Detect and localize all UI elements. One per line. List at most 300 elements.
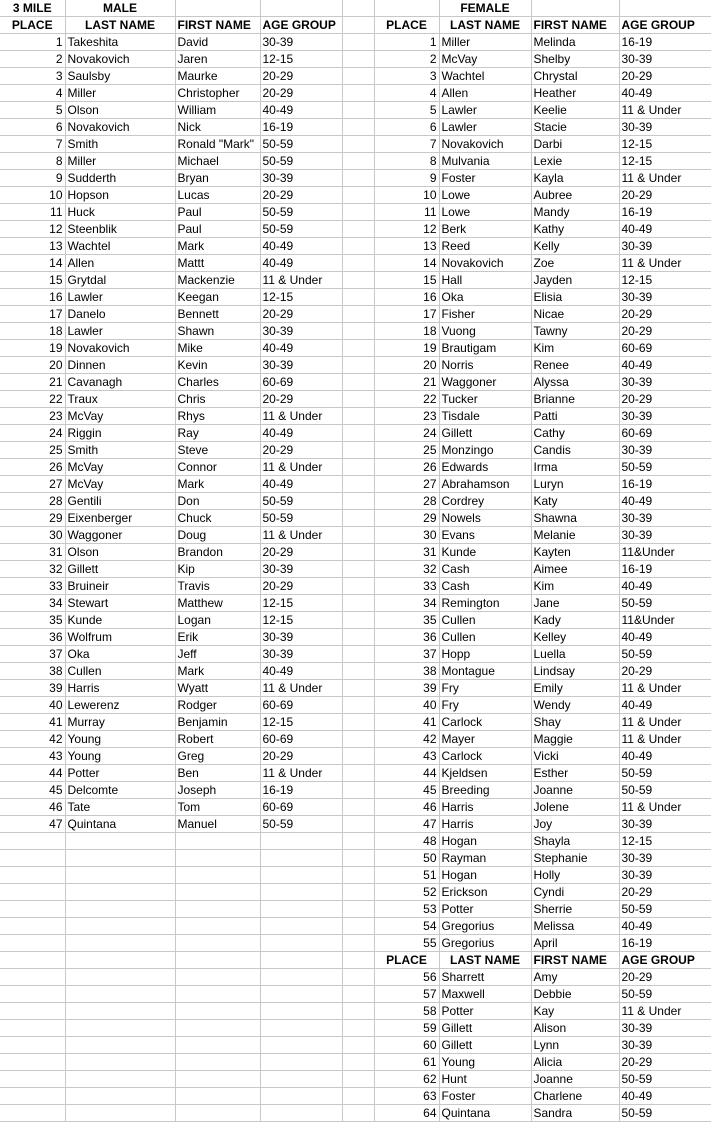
age-group-cell: 12-15 [619, 833, 711, 850]
first-name-cell: Ronald "Mark" [175, 136, 260, 153]
last-name-cell: Gentili [65, 493, 175, 510]
age-group-cell: 40-49 [619, 85, 711, 102]
gap-cell [342, 1088, 374, 1105]
age-group-cell: 20-29 [260, 391, 342, 408]
place-cell: 56 [374, 969, 439, 986]
age-group-cell: 20-29 [619, 969, 711, 986]
age-group-cell: 11 & Under [260, 680, 342, 697]
gap-cell [342, 119, 374, 136]
age-group-cell: 50-59 [260, 153, 342, 170]
first-name-cell: Stephanie [531, 850, 619, 867]
last-name-cell: Saulsby [65, 68, 175, 85]
empty-cell [0, 986, 65, 1003]
place-cell: 40 [0, 697, 65, 714]
age-group-cell: 20-29 [260, 578, 342, 595]
empty-cell [260, 918, 342, 935]
female-col-first-header: FIRST NAME [531, 17, 619, 34]
place-cell: 8 [0, 153, 65, 170]
first-name-cell: Mandy [531, 204, 619, 221]
gap-cell [342, 510, 374, 527]
last-name-cell: Hall [439, 272, 531, 289]
empty-cell [260, 1003, 342, 1020]
age-group-cell: 50-59 [619, 986, 711, 1003]
empty-cell [0, 1054, 65, 1071]
empty-cell [0, 969, 65, 986]
first-name-cell: Sandra [531, 1105, 619, 1122]
empty-cell [0, 884, 65, 901]
table-row [0, 357, 711, 374]
place-cell: 47 [0, 816, 65, 833]
gap-cell [342, 323, 374, 340]
female-col-age-header: AGE GROUP [619, 17, 711, 34]
last-name-cell: Nowels [439, 510, 531, 527]
last-name-cell: Lawler [65, 323, 175, 340]
last-name-cell: Miller [65, 153, 175, 170]
last-name-cell: Danelo [65, 306, 175, 323]
first-name-cell: Mackenzie [175, 272, 260, 289]
empty-cell [175, 986, 260, 1003]
place-cell: 35 [0, 612, 65, 629]
place-cell: 15 [374, 272, 439, 289]
first-name-cell: Joseph [175, 782, 260, 799]
age-group-cell: 40-49 [619, 1088, 711, 1105]
first-name-cell: Kevin [175, 357, 260, 374]
first-name-cell: Jayden [531, 272, 619, 289]
last-name-cell: Takeshita [65, 34, 175, 51]
empty-cell [260, 1105, 342, 1122]
place-cell: 12 [374, 221, 439, 238]
first-name-cell: Zoe [531, 255, 619, 272]
age-group-cell: 30-39 [619, 408, 711, 425]
first-name-cell: Michael [175, 153, 260, 170]
last-name-cell: Harris [439, 799, 531, 816]
first-name-cell: Lynn [531, 1037, 619, 1054]
age-group-cell: 30-39 [619, 510, 711, 527]
first-name-cell: Steve [175, 442, 260, 459]
place-cell: 19 [0, 340, 65, 357]
first-name-cell: William [175, 102, 260, 119]
last-name-cell: Waggoner [439, 374, 531, 391]
last-name-cell: Miller [439, 34, 531, 51]
first-name-cell: Shawn [175, 323, 260, 340]
gap-cell [342, 748, 374, 765]
age-group-cell: 30-39 [260, 323, 342, 340]
empty-cell [175, 969, 260, 986]
age-group-cell: 30-39 [260, 561, 342, 578]
empty-cell [260, 986, 342, 1003]
age-group-cell: 20-29 [619, 391, 711, 408]
age-group-cell: 11 & Under [260, 527, 342, 544]
first-name-cell: Brandon [175, 544, 260, 561]
table-row [0, 408, 711, 425]
empty-cell [65, 935, 175, 952]
age-group-cell: 40-49 [260, 102, 342, 119]
first-name-cell: Melissa [531, 918, 619, 935]
age-group-cell: 30-39 [260, 629, 342, 646]
female-repeat-col-last-header: LAST NAME [439, 952, 531, 969]
place-cell: 42 [0, 731, 65, 748]
last-name-cell: Potter [439, 1003, 531, 1020]
table-row [0, 765, 711, 782]
age-group-cell: 30-39 [260, 34, 342, 51]
table-row [0, 459, 711, 476]
empty-cell [619, 0, 711, 17]
last-name-cell: Waggoner [65, 527, 175, 544]
first-name-cell: Luryn [531, 476, 619, 493]
gap-cell [342, 272, 374, 289]
empty-cell [65, 901, 175, 918]
age-group-cell: 11 & Under [619, 1003, 711, 1020]
table-row [0, 782, 711, 799]
gap-cell [342, 697, 374, 714]
empty-cell [0, 1105, 65, 1122]
first-name-cell: Cathy [531, 425, 619, 442]
place-cell: 17 [374, 306, 439, 323]
place-cell: 28 [374, 493, 439, 510]
place-cell: 23 [0, 408, 65, 425]
empty-cell [175, 1054, 260, 1071]
table-row [0, 272, 711, 289]
last-name-cell: Novakovich [439, 255, 531, 272]
gap-cell [342, 340, 374, 357]
table-row [0, 306, 711, 323]
table-row [0, 578, 711, 595]
place-cell: 26 [374, 459, 439, 476]
place-cell: 17 [0, 306, 65, 323]
place-cell: 20 [374, 357, 439, 374]
last-name-cell: Hopson [65, 187, 175, 204]
last-name-cell: Gillett [439, 425, 531, 442]
age-group-cell: 40-49 [619, 221, 711, 238]
gap-cell [342, 612, 374, 629]
place-cell: 25 [0, 442, 65, 459]
first-name-cell: Renee [531, 357, 619, 374]
age-group-cell: 40-49 [619, 697, 711, 714]
table-row [0, 340, 711, 357]
female-col-place-header: PLACE [374, 17, 439, 34]
age-group-cell: 50-59 [619, 765, 711, 782]
age-group-cell: 20-29 [260, 544, 342, 561]
empty-cell [65, 969, 175, 986]
last-name-cell: Sharrett [439, 969, 531, 986]
place-cell: 18 [374, 323, 439, 340]
age-group-cell: 11 & Under [260, 408, 342, 425]
age-group-cell: 50-59 [260, 204, 342, 221]
empty-cell [65, 884, 175, 901]
last-name-cell: Foster [439, 170, 531, 187]
place-cell: 4 [374, 85, 439, 102]
place-cell: 22 [374, 391, 439, 408]
age-group-cell: 11 & Under [619, 102, 711, 119]
last-name-cell: Monzingo [439, 442, 531, 459]
gap-cell [342, 306, 374, 323]
place-cell: 63 [374, 1088, 439, 1105]
age-group-cell: 30-39 [260, 170, 342, 187]
last-name-cell: Lawler [65, 289, 175, 306]
place-cell: 33 [0, 578, 65, 595]
gap-cell [342, 629, 374, 646]
age-group-cell: 30-39 [619, 1037, 711, 1054]
place-cell: 53 [374, 901, 439, 918]
empty-cell [65, 1054, 175, 1071]
age-group-cell: 30-39 [619, 527, 711, 544]
empty-cell [0, 1037, 65, 1054]
gap-cell [342, 17, 374, 34]
table-row [0, 204, 711, 221]
gap-cell [342, 289, 374, 306]
place-cell: 44 [0, 765, 65, 782]
empty-cell [175, 833, 260, 850]
gap-cell [342, 459, 374, 476]
table-row [0, 476, 711, 493]
first-name-cell: Joanne [531, 782, 619, 799]
gap-cell [342, 425, 374, 442]
empty-cell [175, 1071, 260, 1088]
table-row [0, 918, 711, 935]
place-cell: 18 [0, 323, 65, 340]
age-group-cell: 30-39 [619, 51, 711, 68]
table-row [0, 748, 711, 765]
place-cell: 45 [0, 782, 65, 799]
first-name-cell: Chuck [175, 510, 260, 527]
empty-cell [175, 1105, 260, 1122]
table-row [0, 561, 711, 578]
age-group-cell: 12-15 [260, 51, 342, 68]
place-cell: 27 [374, 476, 439, 493]
empty-cell [260, 1054, 342, 1071]
first-name-cell: Kady [531, 612, 619, 629]
age-group-cell: 20-29 [260, 68, 342, 85]
last-name-cell: Quintana [439, 1105, 531, 1122]
age-group-cell: 11 & Under [619, 731, 711, 748]
gap-cell [342, 85, 374, 102]
place-cell: 5 [374, 102, 439, 119]
gap-cell [342, 561, 374, 578]
last-name-cell: Cordrey [439, 493, 531, 510]
last-name-cell: Grytdal [65, 272, 175, 289]
female-title-spacer [374, 0, 439, 17]
first-name-cell: Emily [531, 680, 619, 697]
empty-cell [65, 1003, 175, 1020]
first-name-cell: Vicki [531, 748, 619, 765]
empty-cell [175, 1020, 260, 1037]
empty-cell [175, 1003, 260, 1020]
empty-cell [260, 969, 342, 986]
table-row [0, 102, 711, 119]
first-name-cell: Kelley [531, 629, 619, 646]
table-row [0, 646, 711, 663]
place-cell: 41 [0, 714, 65, 731]
table-row [0, 986, 711, 1003]
empty-cell [175, 918, 260, 935]
table-row [0, 799, 711, 816]
first-name-cell: Joanne [531, 1071, 619, 1088]
gap-cell [342, 238, 374, 255]
first-name-cell: Irma [531, 459, 619, 476]
last-name-cell: Mayer [439, 731, 531, 748]
table-row [0, 119, 711, 136]
first-name-cell: Bennett [175, 306, 260, 323]
age-group-cell: 50-59 [619, 595, 711, 612]
empty-cell [0, 935, 65, 952]
place-cell: 25 [374, 442, 439, 459]
empty-cell [65, 1071, 175, 1088]
age-group-cell: 40-49 [260, 238, 342, 255]
gap-cell [342, 969, 374, 986]
age-group-cell: 11 & Under [619, 680, 711, 697]
table-row [0, 374, 711, 391]
age-group-cell: 40-49 [619, 629, 711, 646]
empty-cell [260, 867, 342, 884]
age-group-cell: 60-69 [260, 731, 342, 748]
first-name-cell: Kayla [531, 170, 619, 187]
last-name-cell: Dinnen [65, 357, 175, 374]
age-group-cell: 60-69 [619, 425, 711, 442]
last-name-cell: Allen [65, 255, 175, 272]
first-name-cell: Keelie [531, 102, 619, 119]
empty-cell [65, 1105, 175, 1122]
age-group-cell: 20-29 [619, 187, 711, 204]
age-group-cell: 16-19 [619, 34, 711, 51]
empty-cell [0, 1003, 65, 1020]
age-group-cell: 50-59 [260, 136, 342, 153]
place-cell: 42 [374, 731, 439, 748]
last-name-cell: Gillett [439, 1020, 531, 1037]
last-name-cell: Carlock [439, 748, 531, 765]
last-name-cell: Gregorius [439, 935, 531, 952]
first-name-cell: Matthew [175, 595, 260, 612]
age-group-cell: 11&Under [619, 612, 711, 629]
age-group-cell: 50-59 [619, 782, 711, 799]
first-name-cell: Robert [175, 731, 260, 748]
age-group-cell: 20-29 [619, 306, 711, 323]
table-row [0, 51, 711, 68]
place-cell: 26 [0, 459, 65, 476]
last-name-cell: Gregorius [439, 918, 531, 935]
last-name-cell: Allen [439, 85, 531, 102]
first-name-cell: Maggie [531, 731, 619, 748]
age-group-cell: 20-29 [619, 1054, 711, 1071]
gap-cell [342, 765, 374, 782]
first-name-cell: Melinda [531, 34, 619, 51]
gap-cell [342, 901, 374, 918]
empty-cell [65, 918, 175, 935]
last-name-cell: Sudderth [65, 170, 175, 187]
place-cell: 31 [374, 544, 439, 561]
gap-cell [342, 136, 374, 153]
place-cell: 34 [0, 595, 65, 612]
place-cell: 36 [374, 629, 439, 646]
gap-cell [342, 663, 374, 680]
place-cell: 12 [0, 221, 65, 238]
table-row [0, 629, 711, 646]
age-group-cell: 11 & Under [260, 459, 342, 476]
age-group-cell: 30-39 [619, 119, 711, 136]
table-row [0, 969, 711, 986]
table-row [0, 68, 711, 85]
age-group-cell: 30-39 [619, 238, 711, 255]
place-cell: 6 [374, 119, 439, 136]
empty-cell [260, 952, 342, 969]
last-name-cell: Olson [65, 544, 175, 561]
last-name-cell: Reed [439, 238, 531, 255]
age-group-cell: 50-59 [260, 493, 342, 510]
gap-cell [342, 918, 374, 935]
place-cell: 14 [0, 255, 65, 272]
age-group-cell: 50-59 [260, 816, 342, 833]
first-name-cell: Shawna [531, 510, 619, 527]
first-name-cell: Charles [175, 374, 260, 391]
age-group-cell: 11&Under [619, 544, 711, 561]
last-name-cell: Steenblik [65, 221, 175, 238]
empty-cell [0, 918, 65, 935]
table-row [0, 731, 711, 748]
male-col-first-header: FIRST NAME [175, 17, 260, 34]
empty-cell [531, 0, 619, 17]
empty-cell [260, 884, 342, 901]
place-cell: 32 [0, 561, 65, 578]
age-group-cell: 50-59 [260, 221, 342, 238]
empty-cell [0, 867, 65, 884]
first-name-cell: Debbie [531, 986, 619, 1003]
place-cell: 2 [0, 51, 65, 68]
table-row [0, 391, 711, 408]
table-row [0, 714, 711, 731]
empty-cell [260, 1037, 342, 1054]
age-group-cell: 60-69 [260, 697, 342, 714]
last-name-cell: Cullen [65, 663, 175, 680]
gap-cell [342, 51, 374, 68]
first-name-cell: Kay [531, 1003, 619, 1020]
place-cell: 31 [0, 544, 65, 561]
place-cell: 34 [374, 595, 439, 612]
empty-cell [175, 884, 260, 901]
first-name-cell: Lexie [531, 153, 619, 170]
gap-cell [342, 493, 374, 510]
place-cell: 28 [0, 493, 65, 510]
empty-cell [260, 1071, 342, 1088]
last-name-cell: Potter [439, 901, 531, 918]
empty-cell [260, 0, 342, 17]
first-name-cell: Paul [175, 221, 260, 238]
last-name-cell: Brautigam [439, 340, 531, 357]
table-row [0, 833, 711, 850]
first-name-cell: Patti [531, 408, 619, 425]
place-cell: 36 [0, 629, 65, 646]
last-name-cell: Wachtel [65, 238, 175, 255]
first-name-cell: Kim [531, 578, 619, 595]
gap-cell [342, 357, 374, 374]
age-group-cell: 30-39 [619, 289, 711, 306]
first-name-cell: Logan [175, 612, 260, 629]
age-group-cell: 60-69 [260, 799, 342, 816]
gap-cell [342, 782, 374, 799]
age-group-cell: 11 & Under [619, 714, 711, 731]
first-name-cell: Wyatt [175, 680, 260, 697]
last-name-cell: Harris [65, 680, 175, 697]
place-cell: 46 [374, 799, 439, 816]
place-cell: 23 [374, 408, 439, 425]
first-name-cell: Ray [175, 425, 260, 442]
place-cell: 44 [374, 765, 439, 782]
place-cell: 54 [374, 918, 439, 935]
age-group-cell: 11 & Under [619, 170, 711, 187]
age-group-cell: 40-49 [260, 476, 342, 493]
last-name-cell: Eixenberger [65, 510, 175, 527]
first-name-cell: Mattt [175, 255, 260, 272]
table-row [0, 680, 711, 697]
last-name-cell: Young [65, 748, 175, 765]
